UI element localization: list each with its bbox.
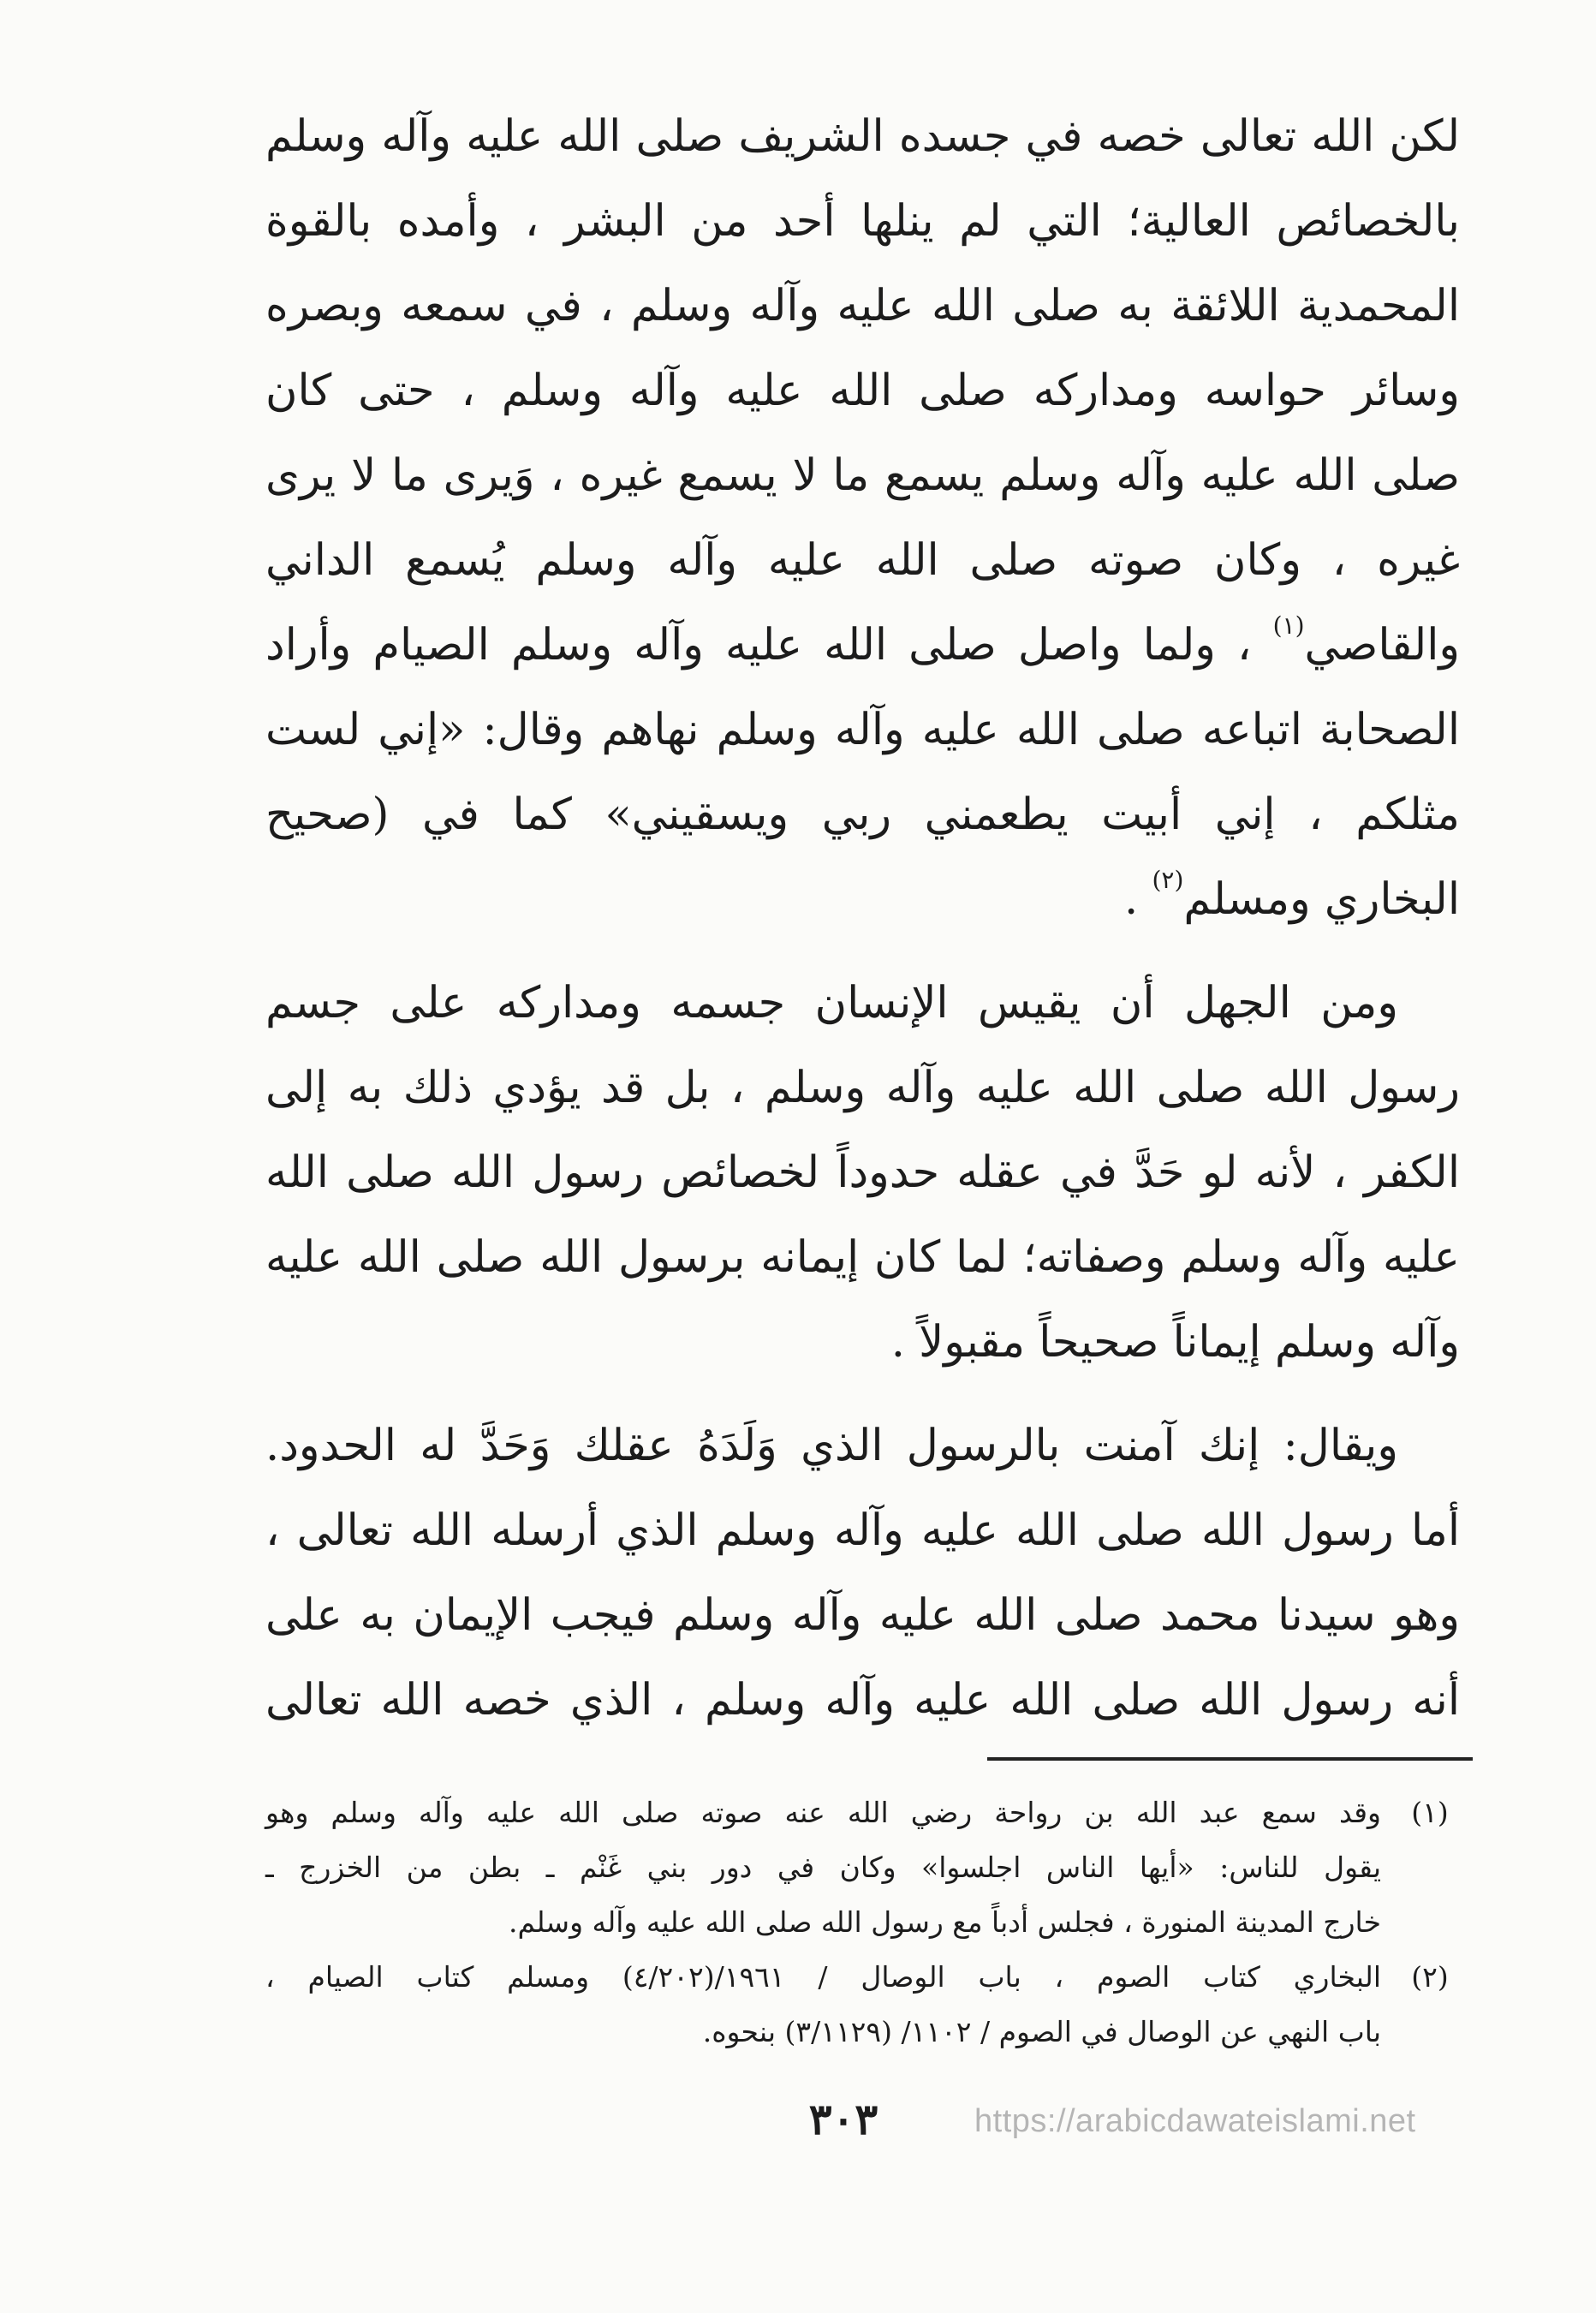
text-fragment: ، ولما واصل صلى الله عليه وآله وسلم الصيام وأراد [265,620,1273,671]
text-line [265,603,1460,688]
paragraph-1 [265,94,1460,942]
footnote-number: (٢) [1411,1960,1449,1994]
footnote-line: خارج المدينة المنورة ، فجلس أدباً مع رسول الله صلى الله عليه وآله وسلم. [509,1905,1381,1939]
footnote-line: وقد سمع عبد الله بن رواحة رضي الله عنه صوته صلى الله عليه وآله وسلم وهو [265,1796,1381,1829]
footnote-line: يقول للناس: «أيها الناس اجلسوا» وكان في دور بني غَنْم ـ بطن من الخزرج ـ [265,1851,1381,1884]
footnotes [265,1785,1464,2060]
text-line: مثلكم ، إني أبيت يطعمني ربي ويسقيني» كما في (صحيح [265,790,1460,840]
footnote-number: (١) [1411,1796,1449,1829]
text-line: الكفر ، لأنه لو حَدَّ في عقله حدوداً لخصائص رسول الله صلى الله [265,1148,1460,1198]
footnote-ref-1[interactable]: (١) [1272,611,1305,640]
footnote-line: البخاري كتاب الصوم ، باب الوصال / ١٩٦١/(٤/٢٠٢) ومسلم كتاب الصيام ، [265,1960,1381,1994]
main-text [265,94,1460,1743]
text-line: وآله وسلم إيماناً صحيحاً مقبولاً . [890,1317,1460,1368]
footnote-2 [265,1950,1464,2060]
text-line: الصحابة اتباعه صلى الله عليه وآله وسلم نهاهم وقال: «إني لست [265,705,1460,755]
text-line: عليه وآله وسلم وصفاته؛ لما كان إيمانه برسول الله صلى الله عليه [265,1232,1460,1283]
text-line: لكن الله تعالى خصه في جسده الشريف صلى الله عليه وآله وسلم [265,111,1460,162]
text-fragment: . [1124,874,1152,925]
text-line: ويقال: إنك آمنت بالرسول الذي وَلَدَهُ عقلك وَحَدَّ له الحدود. [265,1421,1398,1471]
text-line: وهو سيدنا محمد صلى الله عليه وآله وسلم فيجب الإيمان به على [265,1590,1460,1641]
paragraph-2 [265,961,1460,1385]
text-line: غيره ، وكان صوته صلى الله عليه وآله وسلم يُسمع الداني [265,535,1460,586]
text-fragment: البخاري ومسلم [1183,874,1460,925]
footnote-1 [265,1785,1464,1950]
footnote-divider [987,1757,1473,1761]
text-line: بالخصائص العالية؛ التي لم ينلها أحد من البشر ، وأمده بالقوة [265,196,1460,247]
text-line: أما رسول الله صلى الله عليه وآله وسلم الذي أرسله الله تعالى ، [265,1505,1460,1556]
page-number: ٣٠٣ [808,2094,878,2144]
footnote-ref-2[interactable]: (٢) [1152,866,1184,894]
footnote-line: باب النهي عن الوصال في الصوم / ١١٠٢/ (٣/١١٢٩) بنحوه. [702,2015,1381,2048]
text-line: صلى الله عليه وآله وسلم يسمع ما لا يسمع غيره ، وَيرى ما لا يرى [265,450,1460,501]
text-line: ومن الجهل أن يقيس الإنسان جسمه ومداركه على جسم [265,978,1398,1028]
text-line: المحمدية اللائقة به صلى الله عليه وآله وسلم ، في سمعه وبصره [265,281,1460,331]
text-line: أنه رسول الله صلى الله عليه وآله وسلم ، الذي خصه الله تعالى [265,1675,1460,1726]
text-line: رسول الله صلى الله عليه وآله وسلم ، بل قد يؤدي ذلك به إلى [265,1063,1460,1113]
text-line [265,857,1460,942]
watermark-url[interactable]: https://arabicdawateislami.net [974,2103,1416,2139]
paragraph-3 [265,1404,1460,1743]
text-fragment: والقاصي [1304,620,1460,671]
text-line: وسائر حواسه ومداركه صلى الله عليه وآله وسلم ، حتى كان [265,366,1460,416]
